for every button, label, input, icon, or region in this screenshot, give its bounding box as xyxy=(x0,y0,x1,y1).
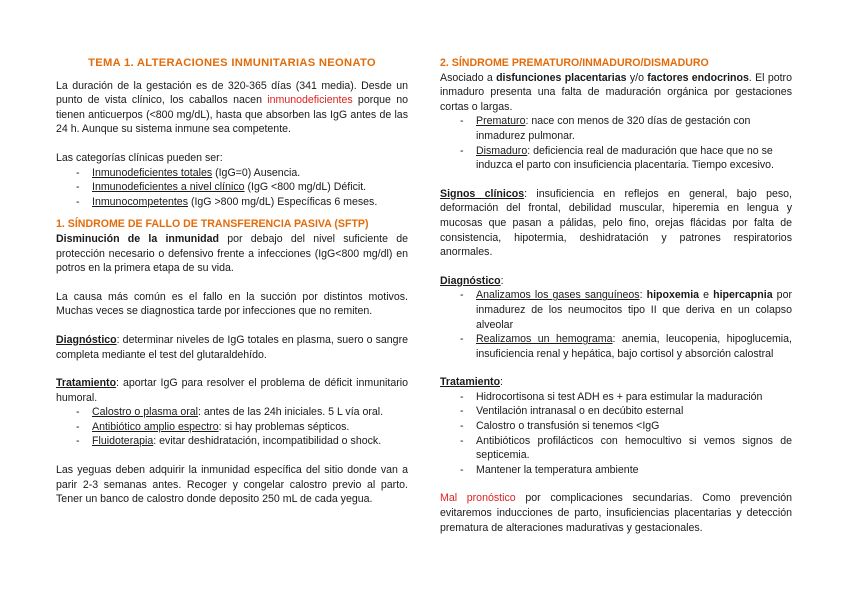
diagnosis-list xyxy=(440,288,792,361)
list-item: - Calostro o transfusión si tenemos <IgG xyxy=(440,419,792,434)
treatment-heading: Tratamiento: xyxy=(440,376,503,389)
diagnosis-heading: Diagnóstico: xyxy=(440,274,504,287)
list-item: - Dismaduro: deficiencia real de maduración que hace que no se induzca el parto con insuficiencia placentaria. Tiempo excesivo. xyxy=(440,144,792,173)
page-title: TEMA 1. ALTERACIONES INMUNITARIAS NEONATO xyxy=(88,57,376,69)
premature-types-list xyxy=(440,114,792,172)
list-item: - Antibióticos profilácticos con hemocultivo si vemos signos de septicemia. xyxy=(440,434,792,463)
right-column xyxy=(440,56,792,535)
intro-paragraph: La duración de la gestación es de 320-365 días (341 media). Desde un punto de vista clínico, los caballos nacen inmunodeficientes porque no tienen anticuerpos (<800 mg/dL), hasta que absorben las IgG antes de las 24 h. Aunque su sistema inmune sea competente. xyxy=(56,79,408,136)
list-item: - Hidrocortisona si test ADH es + para estimular la maduración xyxy=(440,390,792,405)
list-item: - Prematuro: nace con menos de 320 días de gestación con inmadurez pulmonar. xyxy=(440,114,792,143)
premature-association: Asociado a disfunciones placentarias y/o factores endocrinos. El potro inmaduro presenta una falta de maduración orgánica por gestaciones cortas o largas. xyxy=(440,71,792,113)
clinical-signs: Signos clínicos: insuficiencia en reflejos en general, bajo peso, deformación del frontal, debilidad muscular, hiperemia en lengua y mucosas que pasan a pálidas, pelo fino, orejas flácidas por falta de consistencia, hipotermia, deshidratación y patrones respiratorios anormales. xyxy=(440,187,792,259)
prognosis-paragraph: Mal pronóstico por complicaciones secundarias. Como prevención evitaremos inducciones de parto, insuficiencias placentarias y detección prematura de alteraciones madurativas y gestacionales. xyxy=(440,492,792,534)
sftp-treatment-list xyxy=(56,405,408,449)
list-item: - Realizamos un hemograma: anemia, leucopenia, hipoglucemia, insuficiencia renal y hepática, bajo cortisol y absorción calostral xyxy=(440,332,792,361)
sftp-heading: 1. SÍNDROME DE FALLO DE TRANSFERENCIA PASIVA (SFTP) xyxy=(56,218,369,231)
premature-heading: 2. SÍNDROME PREMATURO/INMADURO/DISMADURO xyxy=(440,57,709,69)
list-item: - Analizamos los gases sanguíneos: hipoxemia e hipercapnia por inmadurez de los neumocitos tipo II que deriva en un colapso alveolar xyxy=(440,288,792,332)
sftp-diagnosis: Diagnóstico: determinar niveles de IgG totales en plasma, suero o sangre completa mediante el test del glutaraldehído. xyxy=(56,333,408,361)
sftp-cause: La causa más común es el fallo en la succión por distintos motivos. Muchas veces se diagnostica tarde por infecciones que no remiten. xyxy=(56,290,408,318)
categories-intro: Las categorías clínicas pueden ser: xyxy=(56,151,223,164)
list-item: - Inmunodeficientes totales (IgG=0) Ausencia. xyxy=(56,166,408,181)
treatment-list xyxy=(440,390,792,478)
list-item: - Ventilación intranasal o en decúbito esternal xyxy=(440,404,792,419)
sftp-closing: Las yeguas deben adquirir la inmunidad específica del sitio donde van a parir 2-3 semanas antes. Recoger y congelar calostro previo al parto. Tener un banco de calostro donde deposito 250 mL de cada yegua. xyxy=(56,464,408,506)
left-column xyxy=(56,56,408,507)
immunodeficient-highlight: inmunodeficientes xyxy=(267,94,353,107)
sftp-definition: Disminución de la inmunidad por debajo del nivel suficiente de protección necesario o defensivo frente a infecciones (IgG<800 mg/dl) en potros en la primera etapa de su vida. xyxy=(56,232,408,275)
sftp-treatment: Tratamiento: aportar IgG para resolver el problema de déficit inmunitario humoral. xyxy=(56,377,408,404)
list-item: - Antibiótico amplio espectro: si hay problemas sépticos. xyxy=(56,420,408,435)
list-item: - Mantener la temperatura ambiente xyxy=(440,463,792,478)
list-item: - Calostro o plasma oral: antes de las 24h iniciales. 5 L vía oral. xyxy=(56,405,408,420)
list-item: - Inmunocompetentes (IgG >800 mg/dL) Específicas 6 meses. xyxy=(56,195,408,210)
list-item: - Fluidoterapia: evitar deshidratación, incompatibilidad o shock. xyxy=(56,434,408,449)
categories-list xyxy=(56,166,408,210)
list-item: - Inmunodeficientes a nivel clínico (IgG <800 mg/dL) Déficit. xyxy=(56,180,408,195)
